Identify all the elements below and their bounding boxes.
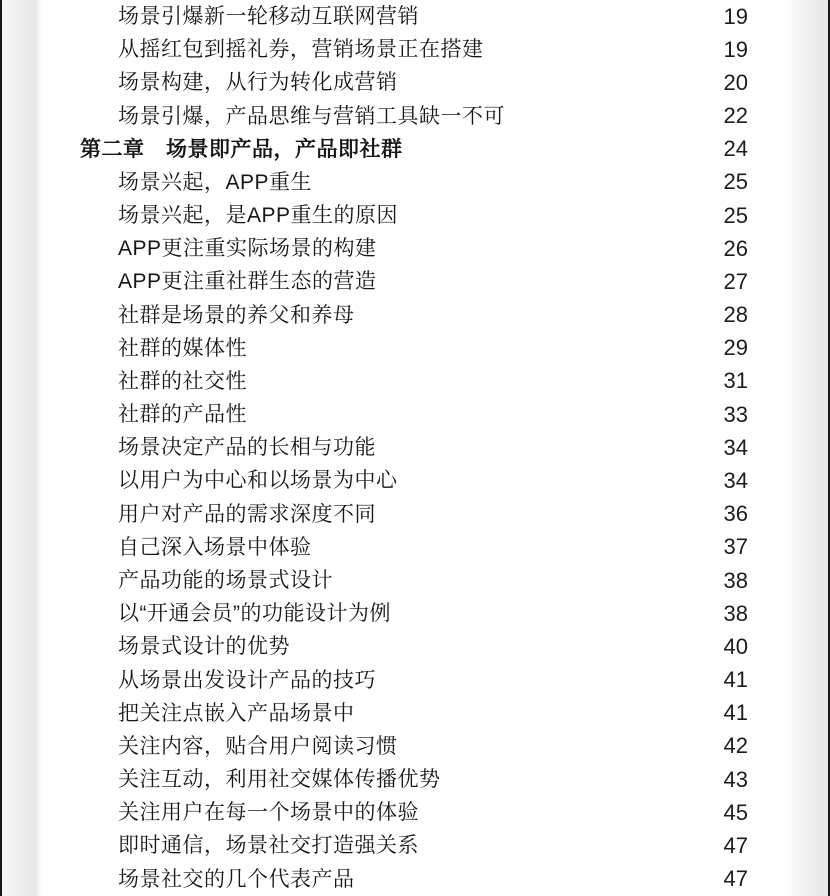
toc-entry-page: 41 <box>723 700 748 726</box>
toc-entry-page: 26 <box>723 235 748 261</box>
toc-entry-page: 43 <box>723 766 748 792</box>
toc-entry[interactable] <box>0 730 830 763</box>
toc-entry[interactable] <box>0 100 830 133</box>
toc-entry-page: 38 <box>723 600 748 626</box>
toc-entry-title: 即时通信，场景社交打造强关系 <box>118 834 419 858</box>
toc-entry-title: 社群的社交性 <box>118 369 247 393</box>
toc-entry[interactable] <box>0 0 830 33</box>
toc-entry[interactable] <box>0 564 830 597</box>
toc-entry[interactable] <box>0 332 830 365</box>
toc-entry-title: APP更注重社群生态的营造 <box>118 270 377 294</box>
toc-entry-title: 场景兴起，APP重生 <box>118 170 313 194</box>
toc-entry-title: 场景式设计的优势 <box>118 635 290 659</box>
toc-entry-title: 关注互动，利用社交媒体传播优势 <box>118 768 441 792</box>
toc-entry-title: 从场景出发设计产品的技巧 <box>118 668 376 692</box>
toc-entry-page: 36 <box>723 501 748 527</box>
toc-entry[interactable] <box>0 299 830 332</box>
toc-entry[interactable] <box>0 796 830 829</box>
toc-entry[interactable] <box>0 663 830 696</box>
toc-entry-page: 24 <box>723 136 748 162</box>
toc-entry[interactable] <box>0 232 830 265</box>
toc-entry-title: 自己深入场景中体验 <box>118 535 312 559</box>
toc-entry-title: 社群是场景的养父和养母 <box>118 303 355 327</box>
toc-entry-page: 22 <box>723 103 748 129</box>
toc-entry[interactable] <box>0 630 830 663</box>
toc-entry-title: 场景社交的几个代表产品 <box>118 867 355 891</box>
toc-entry-page: 45 <box>723 799 748 825</box>
toc-entry-title: 把关注点嵌入产品场景中 <box>118 701 355 725</box>
toc-entry[interactable] <box>0 697 830 730</box>
toc-entry-page: 27 <box>723 268 748 294</box>
toc-entry-page: 28 <box>723 302 748 328</box>
toc-entry-page: 31 <box>723 368 748 394</box>
toc-entry-title: 从摇红包到摇礼券，营销场景正在搭建 <box>118 38 484 62</box>
toc-entry-title: 场景决定产品的长相与功能 <box>118 436 376 460</box>
toc-entry-page: 40 <box>723 633 748 659</box>
toc-entry-page: 34 <box>723 434 748 460</box>
toc-entry[interactable] <box>0 66 830 99</box>
toc-entry-page: 20 <box>723 69 748 95</box>
toc-entry-page: 42 <box>723 733 748 759</box>
toc-entry-title: 第二章 场景即产品，产品即社群 <box>80 137 403 161</box>
toc-entry-title: 社群的产品性 <box>118 403 247 427</box>
toc-entry[interactable] <box>0 862 830 895</box>
toc-entry-title: 产品功能的场景式设计 <box>118 569 333 592</box>
toc-entry-page: 29 <box>723 335 748 361</box>
toc-entry[interactable] <box>0 265 830 298</box>
toc-entry[interactable] <box>0 498 830 531</box>
toc-entry-page: 41 <box>723 667 748 693</box>
toc-entry[interactable] <box>0 365 830 398</box>
toc-entry-title: APP更注重实际场景的构建 <box>118 237 377 261</box>
toc-entry[interactable] <box>0 33 830 66</box>
toc-entry-page: 47 <box>723 866 748 892</box>
toc-entry[interactable] <box>0 199 830 232</box>
toc-entry-title: 社群的媒体性 <box>118 336 247 360</box>
toc-entry-page: 38 <box>723 567 748 593</box>
toc-entry[interactable] <box>0 398 830 431</box>
toc-entry[interactable] <box>0 464 830 497</box>
toc-entry[interactable] <box>0 431 830 464</box>
toc-entry[interactable] <box>0 763 830 796</box>
toc-entry-title: 场景引爆，产品思维与营销工具缺一不可 <box>118 104 505 128</box>
toc-entry[interactable] <box>0 166 830 199</box>
toc-entry-title: 关注用户在每一个场景中的体验 <box>118 801 419 825</box>
toc-entry-title: 以“开通会员”的功能设计为例 <box>118 602 391 626</box>
toc-entry[interactable] <box>0 531 830 564</box>
toc-entry-title: 场景构建，从行为转化成营销 <box>118 71 398 95</box>
toc-entry-title: 场景兴起，是APP重生的原因 <box>118 204 399 228</box>
toc-entry-page: 34 <box>723 467 748 493</box>
toc-entry-page: 19 <box>723 3 748 29</box>
toc-entry-title: 以用户为中心和以场景为中心 <box>118 469 398 493</box>
toc-entry-title: 用户对产品的需求深度不同 <box>118 502 376 526</box>
toc-entry[interactable] <box>0 829 830 862</box>
toc-entry-page: 37 <box>723 534 748 560</box>
toc-entry-title: 关注内容，贴合用户阅读习惯 <box>118 734 398 758</box>
toc-entry-page: 33 <box>723 401 748 427</box>
toc-entry-page: 47 <box>723 832 748 858</box>
toc-entry-page: 19 <box>723 36 748 62</box>
toc-entry-title: 场景引爆新一轮移动互联网营销 <box>118 5 419 29</box>
toc-entry-page: 25 <box>723 202 748 228</box>
toc-entry-page: 25 <box>723 169 748 195</box>
toc-entry[interactable] <box>0 133 830 166</box>
toc-entry[interactable] <box>0 597 830 630</box>
